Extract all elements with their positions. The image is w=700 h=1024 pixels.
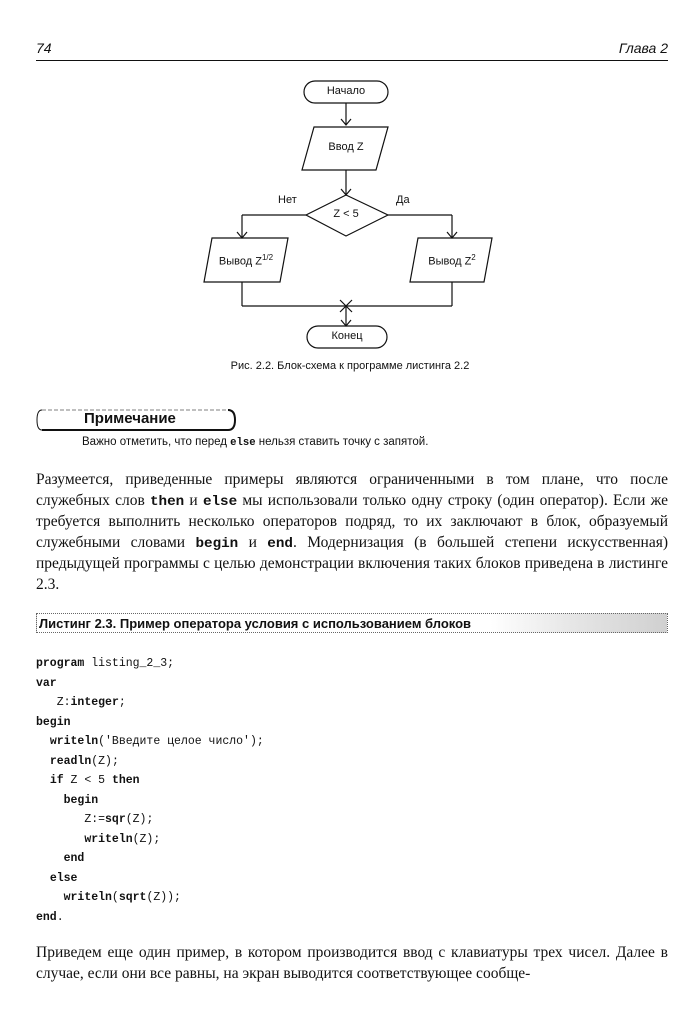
chapter-title: Глава 2 xyxy=(618,40,668,56)
keyword-begin: begin xyxy=(195,535,239,552)
keyword-else: else xyxy=(230,437,256,449)
output-left-label xyxy=(204,253,288,268)
listing-title: Листинг 2.3. Пример оператора условия с использованием блоков xyxy=(36,613,668,633)
code-line: end. xyxy=(36,910,64,924)
keyword-end: end xyxy=(267,535,293,552)
start-node-label: Начало xyxy=(326,85,366,97)
output-right-text: Вывод Z xyxy=(428,255,472,268)
code-line: Z:=sqr(Z); xyxy=(84,813,154,826)
keyword-then: then xyxy=(150,493,185,510)
paragraph-text: и xyxy=(184,491,203,509)
paragraph-text: Разумеется, приведенные примеры являются ограниченными в том плане, что после служебных слов xyxy=(36,471,668,509)
paragraph-text: и xyxy=(238,533,268,551)
code-line: else xyxy=(49,871,78,885)
note-heading-box xyxy=(36,408,236,430)
code-line: var xyxy=(36,676,57,690)
note-text-part: Важно отметить, что перед xyxy=(82,436,231,448)
end-node-label: Конец xyxy=(331,330,363,342)
note-title: Примечание xyxy=(84,410,176,427)
figure-caption xyxy=(0,360,700,372)
paragraph-next-example: Приведем еще один пример, в котором производится ввод с клавиатуры трех чисел. Далее в случае, если они все равны, на экран выводится соответствующее сообще- xyxy=(36,944,668,982)
code-line: begin xyxy=(63,793,99,807)
paragraph-text: . Модернизация (в большей степени искусственная) предыдущей программы с целью демонстрации включения таких блоков приведена в листинге 2.3. xyxy=(36,533,668,593)
code-line: writeln('Введите целое число'); xyxy=(49,735,264,748)
output-right-exponent: 2 xyxy=(471,253,476,262)
flowchart-figure xyxy=(190,70,510,380)
figure-caption-text: Блок-схема к программе листинга 2.2 xyxy=(274,360,470,372)
keyword-else: else xyxy=(202,493,238,510)
code-line: end xyxy=(63,852,85,865)
code-line: begin xyxy=(36,715,71,729)
note-text xyxy=(82,436,428,449)
code-line: if Z < 5 then xyxy=(49,774,140,787)
output-left-text: Вывод Z xyxy=(218,255,262,268)
code-line: writeln(Z); xyxy=(84,832,161,846)
no-branch-label: Нет xyxy=(278,194,297,206)
page-header xyxy=(36,40,668,61)
code-line: readln(Z); xyxy=(49,754,119,768)
page-number: 74 xyxy=(36,40,52,56)
code-listing xyxy=(36,654,264,927)
output-left-exponent: 1/2 xyxy=(261,253,274,262)
paragraph-blocks-explanation xyxy=(36,470,668,595)
output-right-label xyxy=(410,253,494,268)
input-node-label: Ввод Z xyxy=(328,141,364,153)
condition-label: Z < 5 xyxy=(333,208,359,220)
paragraph-text: мы использовали только одну строку (один оператор). Если же требуется выполнить несколько операторов подряд, то их заключают в блок, образуемый служебными словами xyxy=(36,491,669,551)
yes-branch-label: Да xyxy=(396,194,410,206)
note-text-part: нельзя ставить точку с запятой. xyxy=(255,436,429,448)
code-line: program listing_2_3; xyxy=(36,657,175,670)
code-line: Z:integer; xyxy=(56,696,126,709)
code-line: writeln(sqrt(Z)); xyxy=(63,891,181,904)
figure-caption-prefix: Рис. 2.2. xyxy=(230,360,275,372)
